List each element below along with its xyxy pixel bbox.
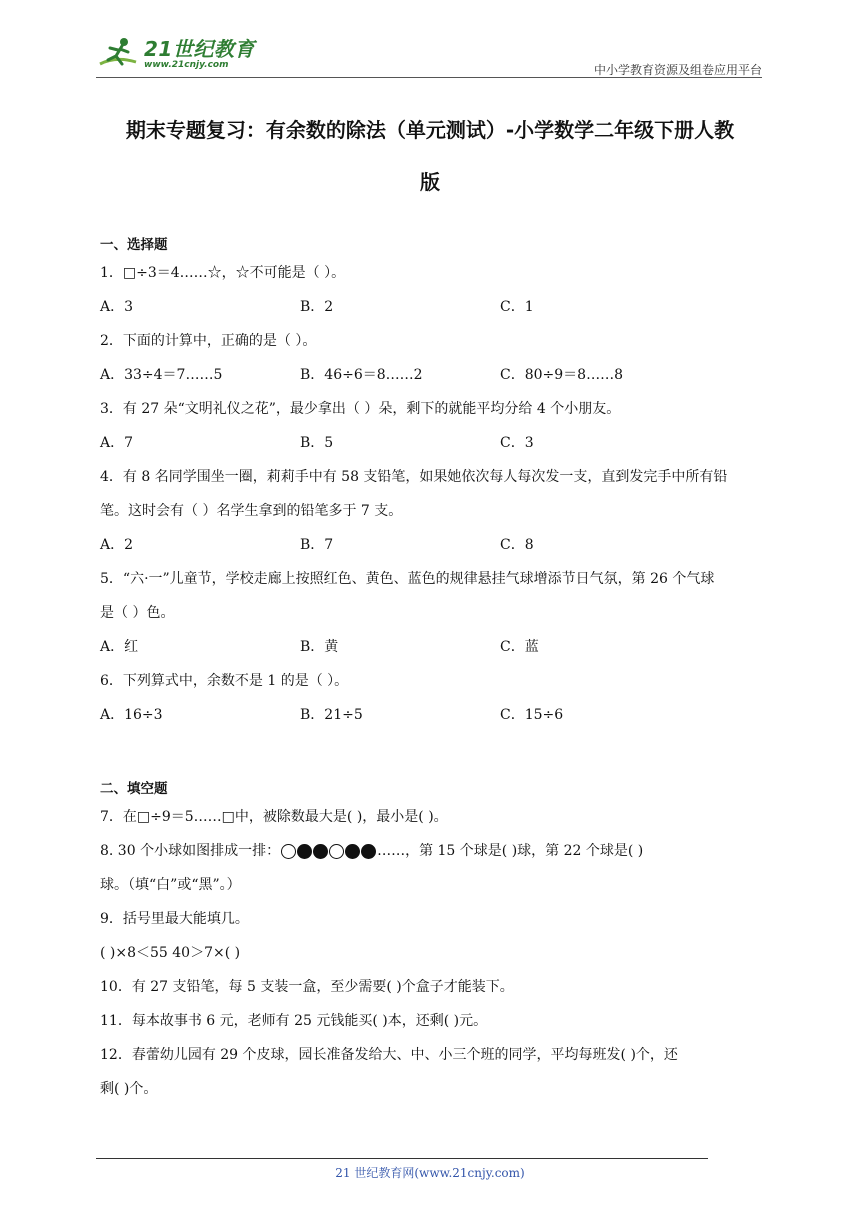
option-a: A．7 — [100, 435, 134, 451]
question-10: 10．有 27 支铅笔，每 5 支装一盒，至少需要( )个盒子才能装下。 — [100, 979, 514, 995]
question-5-options — [100, 630, 764, 664]
option-b: B．5 — [300, 435, 334, 451]
question-4-line-1: 4．有 8 名同学围坐一圈，莉莉手中有 58 支铅笔，如果她依次每人每次发一支，直到发完手中所有铅 — [100, 469, 728, 485]
option-b: B．7 — [300, 537, 334, 553]
black-ball-icon — [297, 844, 312, 859]
question-9-line-2: ( )×8＜55 40＞7×( ) — [100, 945, 241, 961]
section-gap — [100, 732, 764, 778]
white-ball-icon — [329, 844, 344, 859]
exam-content — [100, 234, 764, 1106]
option-b: B．46÷6＝8……2 — [300, 367, 423, 383]
option-b: B．2 — [300, 299, 334, 315]
option-c: C．15÷6 — [500, 707, 564, 723]
question-2-options — [100, 358, 764, 392]
logo-url: www.21cnjy.com — [144, 59, 229, 70]
question-4-line-2: 笔。这时会有（ ）名学生拿到的铅笔多于 7 支。 — [100, 503, 403, 519]
footer-text: 21 世纪教育网(www.21cnjy.com) — [335, 1166, 525, 1180]
option-a: A．3 — [100, 299, 134, 315]
question-8-prefix: 8. 30 个小球如图排成一排： — [100, 843, 281, 859]
question-4-options — [100, 528, 764, 562]
option-c: C．1 — [500, 299, 534, 315]
option-a: A．16÷3 — [100, 707, 163, 723]
option-b: B．黄 — [300, 639, 339, 655]
option-a: A．2 — [100, 537, 134, 553]
logo-brand: 21世纪教育 — [144, 36, 255, 61]
question-8-line-2: 球。（填“白”或“黑”。） — [100, 877, 241, 893]
question-5-line-1: 5．“六·一”儿童节，学校走廊上按照红色、黄色、蓝色的规律悬挂气球增添节日气氛，第 26 个气球 — [100, 571, 715, 587]
option-a: A．红 — [100, 639, 139, 655]
ball-sequence — [281, 844, 376, 859]
page-title — [96, 104, 764, 208]
footer-divider — [96, 1158, 708, 1159]
title-line-2: 版 — [420, 170, 440, 194]
platform-name: 中小学教育资源及组卷应用平台 — [593, 63, 762, 77]
option-b: B．21÷5 — [300, 707, 363, 723]
question-5-line-2: 是（ ）色。 — [100, 605, 175, 621]
question-7: 7．在□÷9＝5……□中，被除数最大是( )，最小是( )。 — [100, 809, 448, 825]
question-9: 9．括号里最大能填几。 — [100, 911, 249, 927]
runner-logo-icon — [96, 34, 140, 74]
question-1-options — [100, 290, 764, 324]
option-c: C．3 — [500, 435, 534, 451]
section-choice-title: 一、选择题 — [100, 237, 168, 253]
black-ball-icon — [361, 844, 376, 859]
option-a: A．33÷4＝7……5 — [100, 367, 223, 383]
white-ball-icon — [281, 844, 296, 859]
option-c: C．8 — [500, 537, 534, 553]
question-11: 11．每本故事书 6 元，老师有 25 元钱能买( )本，还剩( )元。 — [100, 1013, 488, 1029]
question-12-line-2: 剩( )个。 — [100, 1081, 158, 1097]
question-2: 2．下面的计算中，正确的是（ ）。 — [100, 333, 317, 349]
black-ball-icon — [345, 844, 360, 859]
option-c: C．蓝 — [500, 639, 539, 655]
question-3-options — [100, 426, 764, 460]
header-divider — [96, 77, 762, 78]
black-ball-icon — [313, 844, 328, 859]
page-header — [96, 34, 762, 78]
question-6: 6．下列算式中，余数不是 1 的是（ ）。 — [100, 673, 349, 689]
question-6-options — [100, 698, 764, 732]
logo — [96, 34, 255, 74]
option-c: C．80÷9＝8……8 — [500, 367, 623, 383]
question-12-line-1: 12．春蕾幼儿园有 29 个皮球，园长准备发给大、中、小三个班的同学，平均每班发( )个，还 — [100, 1047, 678, 1063]
question-8-suffix: ……，第 15 个球是( )球，第 22 个球是( ) — [377, 843, 644, 859]
question-1: 1．□÷3＝4……☆，☆不可能是（ ）。 — [100, 265, 346, 281]
question-3: 3．有 27 朵“文明礼仪之花”，最少拿出（ ）朵，剩下的就能平均分给 4 个小朋友。 — [100, 401, 621, 417]
title-line-1: 期末专题复习：有余数的除法（单元测试）-小学数学二年级下册人教 — [125, 118, 735, 142]
section-fill-title: 二、填空题 — [100, 781, 168, 797]
question-8-line-1 — [100, 834, 764, 868]
